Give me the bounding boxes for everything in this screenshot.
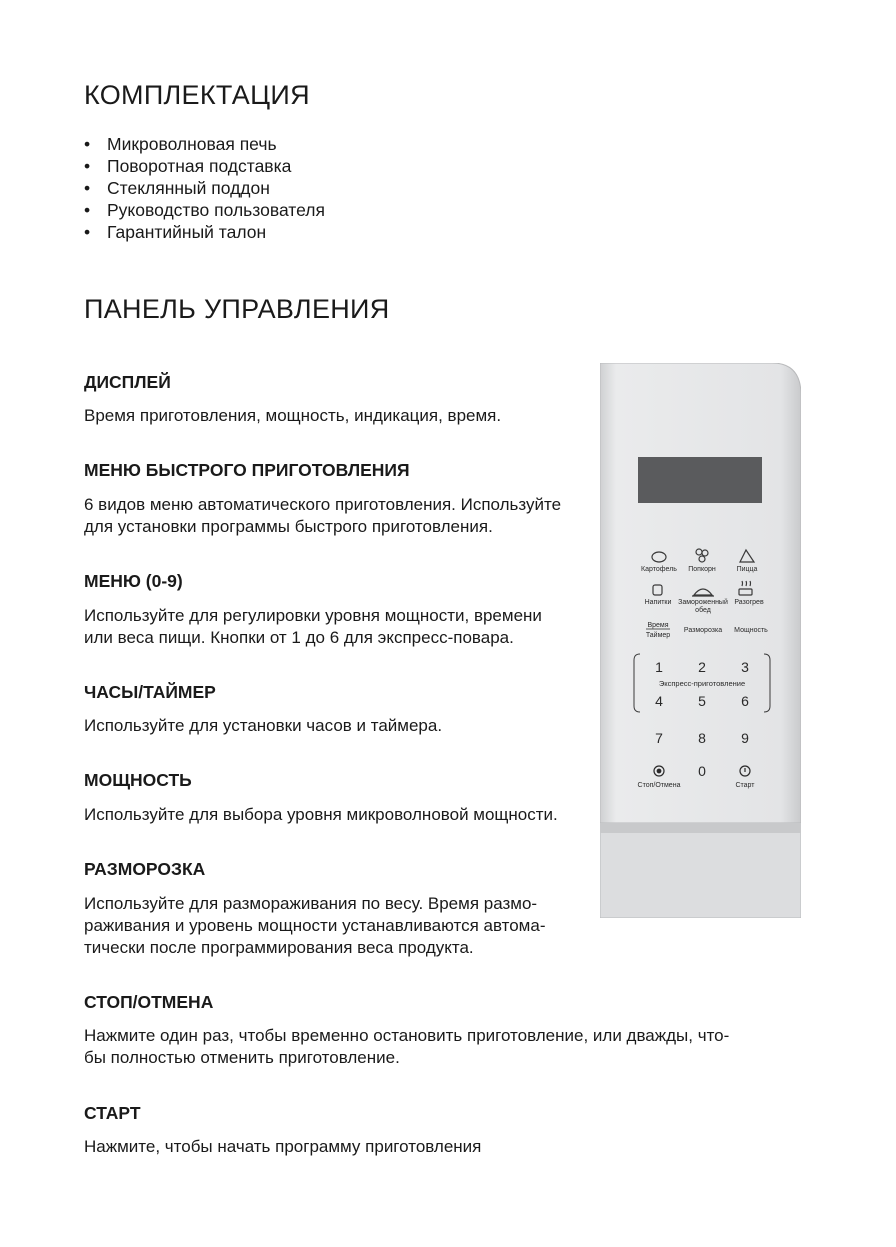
list-item: • Гарантийный талон [84,222,267,242]
section-text-stop: Нажмите один раз, чтобы временно остановить приготовление, или дважды, что- бы полностью отменить приготовление. [84,1026,730,1067]
potato-label[interactable]: Картофель [641,566,677,573]
digit-8-button[interactable]: 8 [698,730,706,746]
digit-6-button[interactable]: 6 [741,693,749,709]
section-text-display: Время приготовления, мощность, индикация, время. [84,406,502,425]
frozen-label[interactable]: Замороженный [678,599,728,606]
section-text-defrost: Используйте для размораживания по весу. Время размо- раживания и уровень мощности устанавливаются автома- тически после программирования веса продукта. [84,894,546,957]
digit-9-button[interactable]: 9 [741,730,749,746]
digit-4-button[interactable]: 4 [655,693,663,709]
section-title-clock-timer: ЧАСЫ/ТАЙМЕР [84,682,216,702]
section-text-menu-digits: Используйте для регулировки уровня мощности, времени или веса пищи. Кнопки от 1 до 6 для экспресс-повара. [84,606,542,647]
section-text-start: Нажмите, чтобы начать программу приготовления [84,1137,482,1156]
list-item: • Руководство пользователя [84,200,325,220]
defrost-button[interactable]: Разморозка [683,627,723,634]
section-title-quick-menu: МЕНЮ БЫСТРОГО ПРИГОТОВЛЕНИЯ [84,460,410,480]
timer-button-label-2[interactable]: Таймер [645,632,671,639]
section-text-power: Используйте для выбора уровня микроволновой мощности. [84,805,558,824]
section-title-start: СТАРТ [84,1103,141,1123]
section-title-power: МОЩНОСТЬ [84,770,192,790]
power-button[interactable]: Мощность [734,627,768,634]
reheat-label[interactable]: Разогрев [734,599,764,606]
digit-7-button[interactable]: 7 [655,730,663,746]
display-screen [638,457,762,503]
pizza-label[interactable]: Пицца [736,566,758,573]
section-text-clock-timer: Используйте для установки часов и таймера. [84,716,443,735]
digit-1-button[interactable]: 1 [655,659,663,675]
digit-5-button[interactable]: 5 [698,693,706,709]
list-item: • Поворотная подставка [84,156,292,176]
frozen-label-2[interactable]: обед [695,607,711,614]
package-heading: КОМПЛЕКТАЦИЯ [84,80,310,110]
digit-0-button[interactable]: 0 [698,763,706,779]
section-text-quick-menu: 6 видов меню автоматического приготовления. Используйте для установки программы быстрого приготовления. [84,495,562,536]
list-item: • Микроволновая печь [84,134,277,154]
section-title-menu-digits: МЕНЮ (0-9) [84,571,183,591]
express-label: Экспресс-приготовление [658,679,746,688]
list-item: • Стеклянный поддон [84,178,270,198]
popcorn-label[interactable]: Попкорн [688,566,716,573]
stop-label[interactable]: Стоп/Отмена [637,782,681,789]
drinks-label[interactable]: Напитки [644,599,672,606]
start-label[interactable]: Старт [735,782,755,789]
controls-heading: ПАНЕЛЬ УПРАВЛЕНИЯ [84,294,390,324]
timer-button-label-1[interactable]: Время [647,622,669,629]
package-list [84,133,325,243]
section-title-stop: СТОП/ОТМЕНА [84,992,214,1012]
section-title-defrost: РАЗМОРОЗКА [84,859,206,879]
digit-3-button[interactable]: 3 [741,659,749,675]
digit-2-button[interactable]: 2 [698,659,706,675]
control-panel-illustration [600,363,801,918]
section-title-display: ДИСПЛЕЙ [84,372,171,392]
